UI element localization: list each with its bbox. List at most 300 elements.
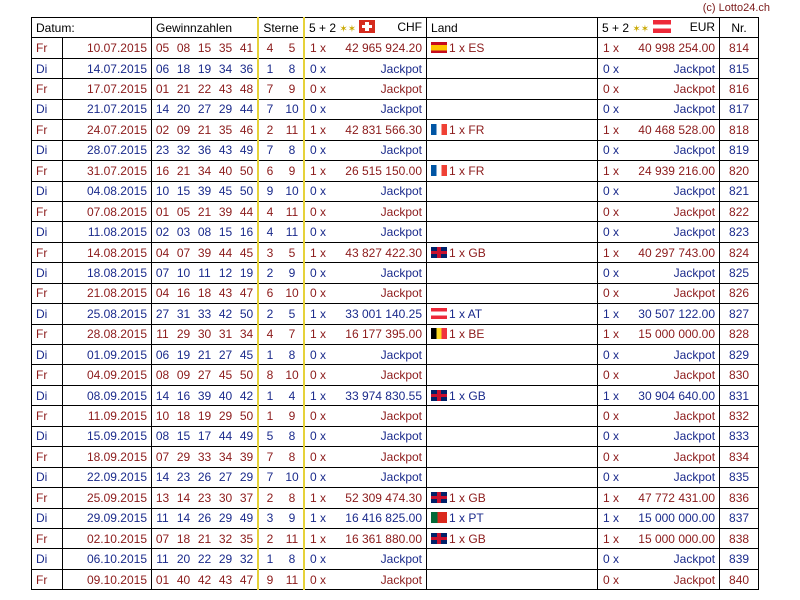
header-ch-currency: CHF [397,20,423,35]
ch-amount: Jackpot [326,365,427,385]
winning-number: 07 [173,242,194,262]
land-winner: 1 x PT [449,511,484,526]
table-row [32,365,759,385]
winning-number: 21 [194,120,215,140]
winning-number: 33 [194,304,215,324]
eu-winners: 1 x [598,304,620,324]
land-winner: 1 x GB [449,388,486,403]
draw-weekday: Fr [32,79,63,99]
star-number: 8 [281,447,304,467]
eu-winners: 0 x [598,365,620,385]
ch-winners: 0 x [304,140,326,160]
star-number: 4 [258,201,281,221]
winning-number: 23 [173,467,194,487]
winning-number: 21 [194,201,215,221]
draw-number: 828 [720,324,759,344]
winning-number: 18 [173,58,194,78]
draw-weekday: Fr [32,365,63,385]
winning-number: 19 [194,58,215,78]
draw-date: 17.07.2015 [63,79,152,99]
eu-amount: 40 998 254.00 [619,38,720,58]
winning-number: 43 [215,283,236,303]
winning-number: 14 [152,385,174,405]
winning-number: 11 [152,324,174,344]
winning-number: 01 [152,569,174,589]
winning-number: 15 [215,222,236,242]
table-row [32,79,759,99]
eu-amount: 15 000 000.00 [619,324,720,344]
winning-number: 45 [215,181,236,201]
star-number: 8 [281,488,304,508]
draw-number: 829 [720,345,759,365]
star-number: 7 [258,140,281,160]
winning-number: 30 [194,324,215,344]
draw-number: 837 [720,508,759,528]
winning-number: 45 [215,365,236,385]
winning-number: 37 [236,488,258,508]
star-number: 1 [258,406,281,426]
draw-date: 25.09.2015 [63,488,152,508]
land-cell [427,140,598,160]
france-flag-icon [431,165,447,176]
draw-date: 14.08.2015 [63,242,152,262]
winning-number: 08 [152,365,174,385]
land-cell [427,38,598,58]
ch-winners: 0 x [304,181,326,201]
eu-winners: 1 x [598,488,620,508]
land-cell [427,426,598,446]
winning-number: 39 [236,447,258,467]
table-row [32,120,759,140]
eu-amount: 40 297 743.00 [619,242,720,262]
winning-number: 06 [152,58,174,78]
table-row [32,569,759,589]
land-cell [427,283,598,303]
ch-winners: 1 x [304,528,326,548]
ch-amount: 33 974 830.55 [326,385,427,405]
winning-number: 21 [194,345,215,365]
ch-amount: Jackpot [326,201,427,221]
eu-winners: 0 x [598,140,620,160]
winning-number: 50 [236,181,258,201]
table-row [32,181,759,201]
winning-number: 27 [194,99,215,119]
eu-amount: Jackpot [619,467,720,487]
ch-amount: Jackpot [326,426,427,446]
draw-number: 839 [720,549,759,569]
eu-winners: 0 x [598,447,620,467]
winning-number: 33 [194,447,215,467]
header-ch-jackpot [304,18,427,38]
land-winner: 1 x GB [449,531,486,546]
land-cell [427,79,598,99]
winning-number: 29 [215,508,236,528]
table-row [32,304,759,324]
draw-weekday: Di [32,304,63,324]
eu-amount: Jackpot [619,283,720,303]
star-number: 4 [258,38,281,58]
draw-date: 18.08.2015 [63,263,152,283]
star-number: 4 [258,222,281,242]
winning-number: 44 [215,242,236,262]
draw-number: 818 [720,120,759,140]
eu-winners: 1 x [598,385,620,405]
eu-amount: 15 000 000.00 [619,508,720,528]
table-row [32,263,759,283]
land-cell [427,508,598,528]
land-cell [427,365,598,385]
draw-weekday: Fr [32,447,63,467]
ch-amount: 26 515 150.00 [326,161,427,181]
land-winner: 1 x GB [449,245,486,260]
draw-number: 814 [720,38,759,58]
draw-weekday: Di [32,549,63,569]
winning-number: 27 [215,345,236,365]
star-number: 1 [258,345,281,365]
austria-flag-icon [653,20,671,33]
land-cell [427,345,598,365]
table-row [32,140,759,160]
winning-number: 27 [152,304,174,324]
winning-number: 39 [194,181,215,201]
draw-weekday: Fr [32,161,63,181]
star-number: 8 [281,140,304,160]
winning-number: 30 [215,488,236,508]
table-row [32,58,759,78]
eu-winners: 0 x [598,549,620,569]
eu-winners: 1 x [598,528,620,548]
ch-amount: Jackpot [326,406,427,426]
ch-winners: 0 x [304,283,326,303]
star-number: 6 [258,161,281,181]
table-row [32,549,759,569]
land-cell [427,58,598,78]
winning-number: 23 [152,140,174,160]
table-row [32,38,759,58]
winning-number: 08 [194,222,215,242]
winning-number: 50 [236,161,258,181]
star-number: 10 [281,365,304,385]
ch-amount: Jackpot [326,181,427,201]
draw-date: 28.07.2015 [63,140,152,160]
eu-winners: 0 x [598,406,620,426]
eu-winners: 0 x [598,426,620,446]
ch-winners: 1 x [304,508,326,528]
draw-number: 834 [720,447,759,467]
ch-amount: 33 001 140.25 [326,304,427,324]
star-number: 11 [281,120,304,140]
draw-weekday: Di [32,426,63,446]
table-row [32,345,759,365]
winning-number: 40 [215,161,236,181]
ch-amount: 52 309 474.30 [326,488,427,508]
winning-number: 19 [173,345,194,365]
winning-number: 29 [173,447,194,467]
winning-number: 19 [194,406,215,426]
winning-number: 04 [152,242,174,262]
table-row [32,488,759,508]
star-number: 10 [281,467,304,487]
winning-number: 18 [173,406,194,426]
eu-winners: 0 x [598,181,620,201]
star-number: 6 [258,283,281,303]
ch-amount: 42 831 566.30 [326,120,427,140]
draw-weekday: Fr [32,324,63,344]
eu-amount: Jackpot [619,426,720,446]
star-number: 11 [281,222,304,242]
star-number: 7 [258,99,281,119]
winning-number: 09 [173,120,194,140]
star-number: 3 [258,508,281,528]
ch-winners: 1 x [304,242,326,262]
winning-number: 20 [173,99,194,119]
ch-winners: 0 x [304,99,326,119]
winning-number: 14 [173,488,194,508]
draw-weekday: Di [32,385,63,405]
winning-number: 04 [152,283,174,303]
ch-amount: Jackpot [326,140,427,160]
star-number: 8 [281,426,304,446]
winning-number: 07 [152,447,174,467]
winning-number: 16 [173,385,194,405]
winning-number: 50 [236,304,258,324]
winning-number: 22 [194,79,215,99]
winning-number: 45 [236,345,258,365]
draw-date: 01.09.2015 [63,345,152,365]
land-cell [427,304,598,324]
winning-number: 02 [152,120,174,140]
star-number: 8 [258,365,281,385]
belgium-flag-icon [431,328,447,339]
winning-number: 10 [152,406,174,426]
draw-number: 826 [720,283,759,303]
star-number: 4 [258,324,281,344]
ch-winners: 0 x [304,549,326,569]
draw-date: 02.10.2015 [63,528,152,548]
ch-amount: Jackpot [326,222,427,242]
stars-icon: ✶✶ [339,24,357,36]
winning-number: 34 [215,58,236,78]
ch-winners: 0 x [304,447,326,467]
header-row [32,18,759,38]
winning-number: 34 [194,161,215,181]
table-row [32,201,759,221]
winning-number: 02 [152,222,174,242]
land-cell [427,488,598,508]
star-number: 10 [281,181,304,201]
table-row [32,426,759,446]
land-cell [427,181,598,201]
eu-amount: Jackpot [619,58,720,78]
eu-amount: Jackpot [619,365,720,385]
eu-amount: Jackpot [619,406,720,426]
draw-weekday: Di [32,58,63,78]
winning-number: 06 [152,345,174,365]
winning-number: 14 [152,99,174,119]
draw-date: 18.09.2015 [63,447,152,467]
eu-winners: 1 x [598,324,620,344]
star-number: 2 [258,488,281,508]
draw-date: 04.08.2015 [63,181,152,201]
winning-number: 15 [173,426,194,446]
table-row [32,222,759,242]
eu-amount: 24 939 216.00 [619,161,720,181]
winning-number: 12 [215,263,236,283]
winning-number: 01 [152,201,174,221]
winning-number: 45 [236,242,258,262]
table-row [32,385,759,405]
winning-number: 29 [215,549,236,569]
draw-date: 06.10.2015 [63,549,152,569]
table-row [32,242,759,262]
star-number: 7 [258,79,281,99]
land-cell [427,467,598,487]
draw-date: 11.09.2015 [63,406,152,426]
winning-number: 32 [236,549,258,569]
header-land: Land [427,18,598,38]
land-cell [427,324,598,344]
draw-weekday: Fr [32,406,63,426]
land-cell [427,201,598,221]
eu-amount: 30 507 122.00 [619,304,720,324]
ch-amount: Jackpot [326,99,427,119]
draw-number: 840 [720,569,759,589]
winning-number: 16 [236,222,258,242]
star-number: 10 [281,283,304,303]
eu-amount: 15 000 000.00 [619,528,720,548]
draw-number: 820 [720,161,759,181]
header-eu-label: 5 + 2 [602,21,630,36]
winning-number: 42 [194,569,215,589]
land-cell [427,447,598,467]
winning-number: 08 [173,38,194,58]
ch-winners: 0 x [304,201,326,221]
ch-amount: Jackpot [326,283,427,303]
winning-number: 49 [236,426,258,446]
winning-number: 41 [236,38,258,58]
star-number: 1 [258,549,281,569]
header-ch-label: 5 + 2 [309,21,337,36]
winning-number: 16 [173,283,194,303]
eu-winners: 0 x [598,283,620,303]
header-sterne: Sterne [258,18,304,38]
land-winner: 1 x ES [449,41,485,56]
winning-number: 40 [215,385,236,405]
winning-number: 26 [194,508,215,528]
star-number: 2 [258,528,281,548]
winning-number: 36 [236,58,258,78]
draw-number: 815 [720,58,759,78]
winning-number: 21 [173,161,194,181]
portugal-flag-icon [431,512,447,523]
winning-number: 35 [215,120,236,140]
winning-number: 21 [173,79,194,99]
eu-amount: Jackpot [619,79,720,99]
header-datum: Datum: [32,18,152,38]
draw-number: 836 [720,488,759,508]
draw-weekday: Fr [32,488,63,508]
winning-number: 27 [215,467,236,487]
star-number: 3 [258,242,281,262]
table-row [32,161,759,181]
land-cell [427,528,598,548]
winning-number: 44 [215,426,236,446]
header-nr: Nr. [720,18,759,38]
eu-amount: Jackpot [619,201,720,221]
winning-number: 35 [236,528,258,548]
star-number: 4 [281,385,304,405]
draw-number: 833 [720,426,759,446]
winning-number: 40 [173,569,194,589]
land-cell [427,161,598,181]
star-number: 9 [281,263,304,283]
land-winner: 1 x AT [449,306,483,321]
winning-number: 18 [173,528,194,548]
draw-number: 821 [720,181,759,201]
winning-number: 50 [236,365,258,385]
winning-number: 44 [236,99,258,119]
ch-amount: Jackpot [326,467,427,487]
ch-amount: 42 965 924.20 [326,38,427,58]
winning-number: 49 [236,508,258,528]
draw-weekday: Fr [32,283,63,303]
eu-winners: 0 x [598,222,620,242]
star-number: 11 [281,528,304,548]
eu-amount: 30 904 640.00 [619,385,720,405]
ch-winners: 0 x [304,406,326,426]
star-number: 11 [281,569,304,589]
draw-weekday: Di [32,467,63,487]
winning-number: 42 [236,385,258,405]
land-cell [427,120,598,140]
draw-number: 830 [720,365,759,385]
winning-number: 10 [173,263,194,283]
winning-number: 34 [215,447,236,467]
draw-number: 832 [720,406,759,426]
winning-number: 08 [152,426,174,446]
winning-number: 48 [236,79,258,99]
winning-number: 32 [173,140,194,160]
eu-winners: 1 x [598,120,620,140]
ch-amount: 16 361 880.00 [326,528,427,548]
ch-amount: Jackpot [326,58,427,78]
winning-number: 31 [173,304,194,324]
star-number: 9 [281,406,304,426]
eu-winners: 1 x [598,161,620,181]
eu-winners: 1 x [598,242,620,262]
eu-amount: Jackpot [619,263,720,283]
winning-number: 16 [152,161,174,181]
draw-date: 07.08.2015 [63,201,152,221]
winning-number: 15 [173,181,194,201]
eu-winners: 0 x [598,345,620,365]
land-cell [427,99,598,119]
results-table [31,17,759,590]
draw-number: 825 [720,263,759,283]
ch-amount: 16 177 395.00 [326,324,427,344]
draw-number: 817 [720,99,759,119]
winning-number: 11 [152,549,174,569]
winning-number: 15 [194,38,215,58]
table-row [32,99,759,119]
ch-winners: 0 x [304,426,326,446]
winning-number: 21 [194,528,215,548]
eu-amount: Jackpot [619,447,720,467]
draw-weekday: Di [32,181,63,201]
winning-number: 14 [173,508,194,528]
header-eu-currency: EUR [689,20,716,35]
draw-weekday: Fr [32,120,63,140]
